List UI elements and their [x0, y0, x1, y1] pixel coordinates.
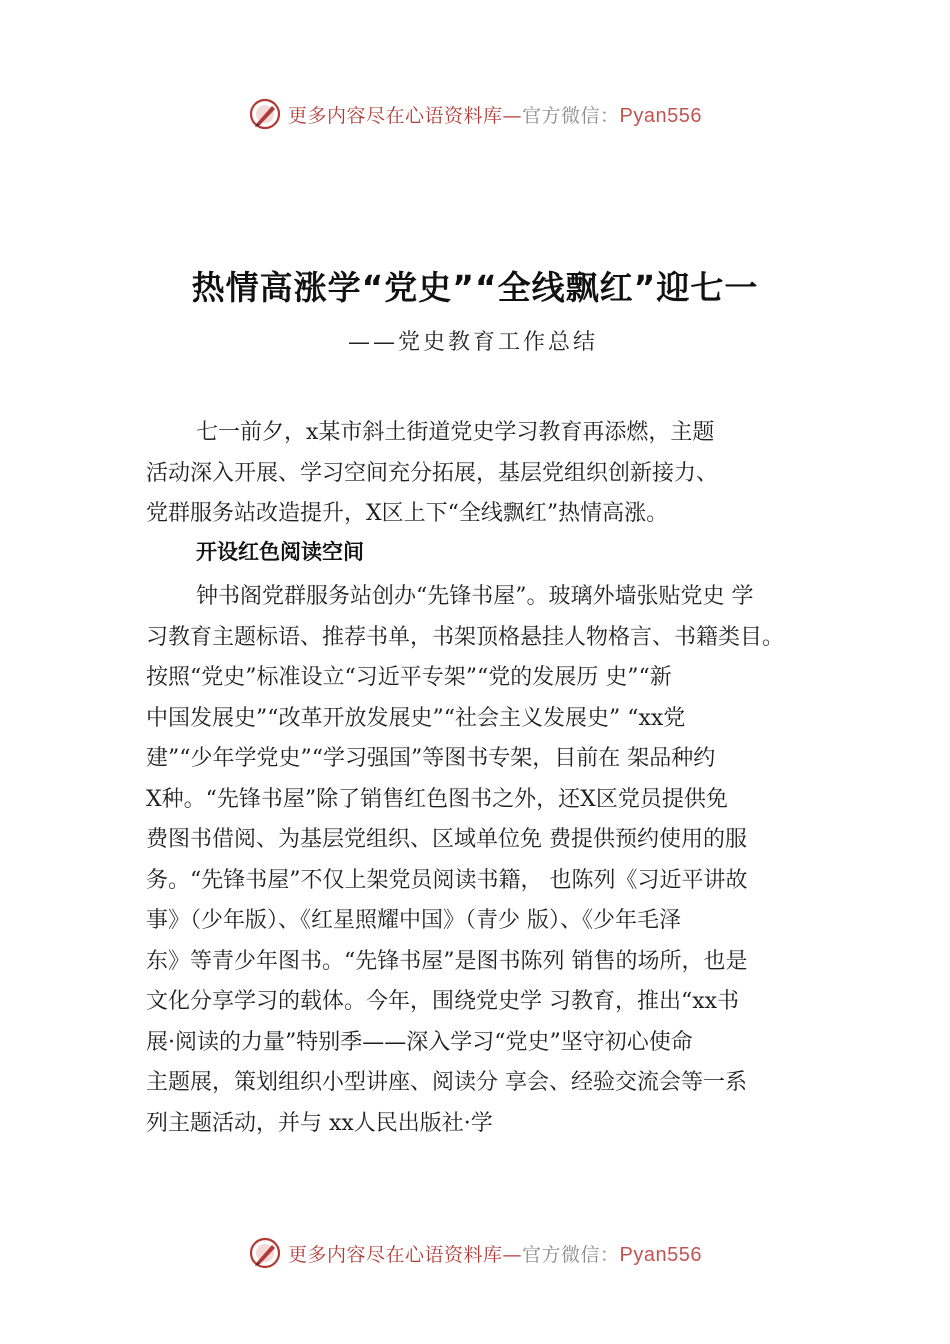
section-heading: 开设红色阅读空间	[196, 540, 364, 564]
banner-wechat-label: 官方微信：	[522, 1243, 620, 1266]
banner-promo-text: 更多内容尽在心语资料库—	[288, 104, 523, 127]
footer-banner	[0, 1233, 950, 1273]
banner-wechat-id: Pyan556	[619, 1243, 702, 1266]
paragraph-line: 建”“少年学党史”“学习强国”等图书专架，目前在 架品种约	[146, 746, 716, 771]
intro-line: 党群服务站改造提升，X区上下“全线飘红”热情高涨。	[146, 501, 669, 526]
intro-line: 活动深入开展、学习空间充分拓展，基层党组织创新接力、	[146, 460, 719, 486]
paragraph-line: 列主题活动，并与 xx人民出版社·学	[146, 1110, 493, 1136]
paragraph-line: 事》（少年版）、《红星照耀中国》（青少 版）、《少年毛泽	[146, 908, 681, 933]
document-title: 热情高涨学“党史”“全线飘红”迎七一	[191, 268, 759, 307]
banner-text	[288, 101, 702, 128]
paragraph-line: 中国发展史”“改革开放发展史”“社会主义发展史” “xx党	[146, 705, 686, 731]
paragraph-line: X种。“先锋书屋”除了销售红色图书之外，还X区党员提供免	[146, 786, 728, 812]
paragraph-line: 务。“先锋书屋”不仅上架党员阅读书籍， 也陈列《习近平讲故	[146, 867, 748, 893]
section-paragraph	[146, 577, 846, 1144]
intro-line: 七一前夕，x某市斜土街道党史学习教育再添燃，主题	[196, 420, 715, 445]
banner-wechat-id: Pyan556	[619, 104, 702, 127]
paragraph-line: 钟书阁党群服务站创办“先锋书屋”。玻璃外墙张贴党史 学	[196, 584, 754, 609]
paragraph-line: 东》等青少年图书。“先锋书屋”是图书陈列 销售的场所，也是	[146, 948, 748, 974]
paragraph-line: 主题展，策划组织小型讲座、阅读分 享会、经验交流会等一系	[146, 1070, 747, 1095]
banner-promo-text: 更多内容尽在心语资料库—	[288, 1243, 523, 1266]
paragraph-line: 按照“党史”标准设立“习近平专架”“党的发展历 史”“新	[146, 665, 672, 690]
paragraph-line: 展·阅读的力量”特别季——深入学习“党史”坚守初心使命	[146, 1029, 693, 1055]
pen-logo-icon	[248, 97, 282, 131]
banner-wechat-label: 官方微信：	[522, 104, 620, 127]
header-banner	[0, 94, 950, 134]
paragraph-line: 费图书借阅、为基层党组织、区域单位免 费提供预约使用的服	[146, 827, 747, 852]
pen-logo-icon	[248, 1236, 282, 1270]
paragraph-line: 文化分享学习的载体。今年，围绕党史学 习教育，推出“xx书	[146, 989, 740, 1014]
banner-text	[288, 1240, 702, 1267]
document-subtitle: ——党史教育工作总结	[348, 330, 599, 355]
intro-paragraph	[146, 413, 846, 535]
paragraph-line: 习教育主题标语、推荐书单，书架顶格悬挂人物格言、书籍类目。	[146, 624, 785, 650]
